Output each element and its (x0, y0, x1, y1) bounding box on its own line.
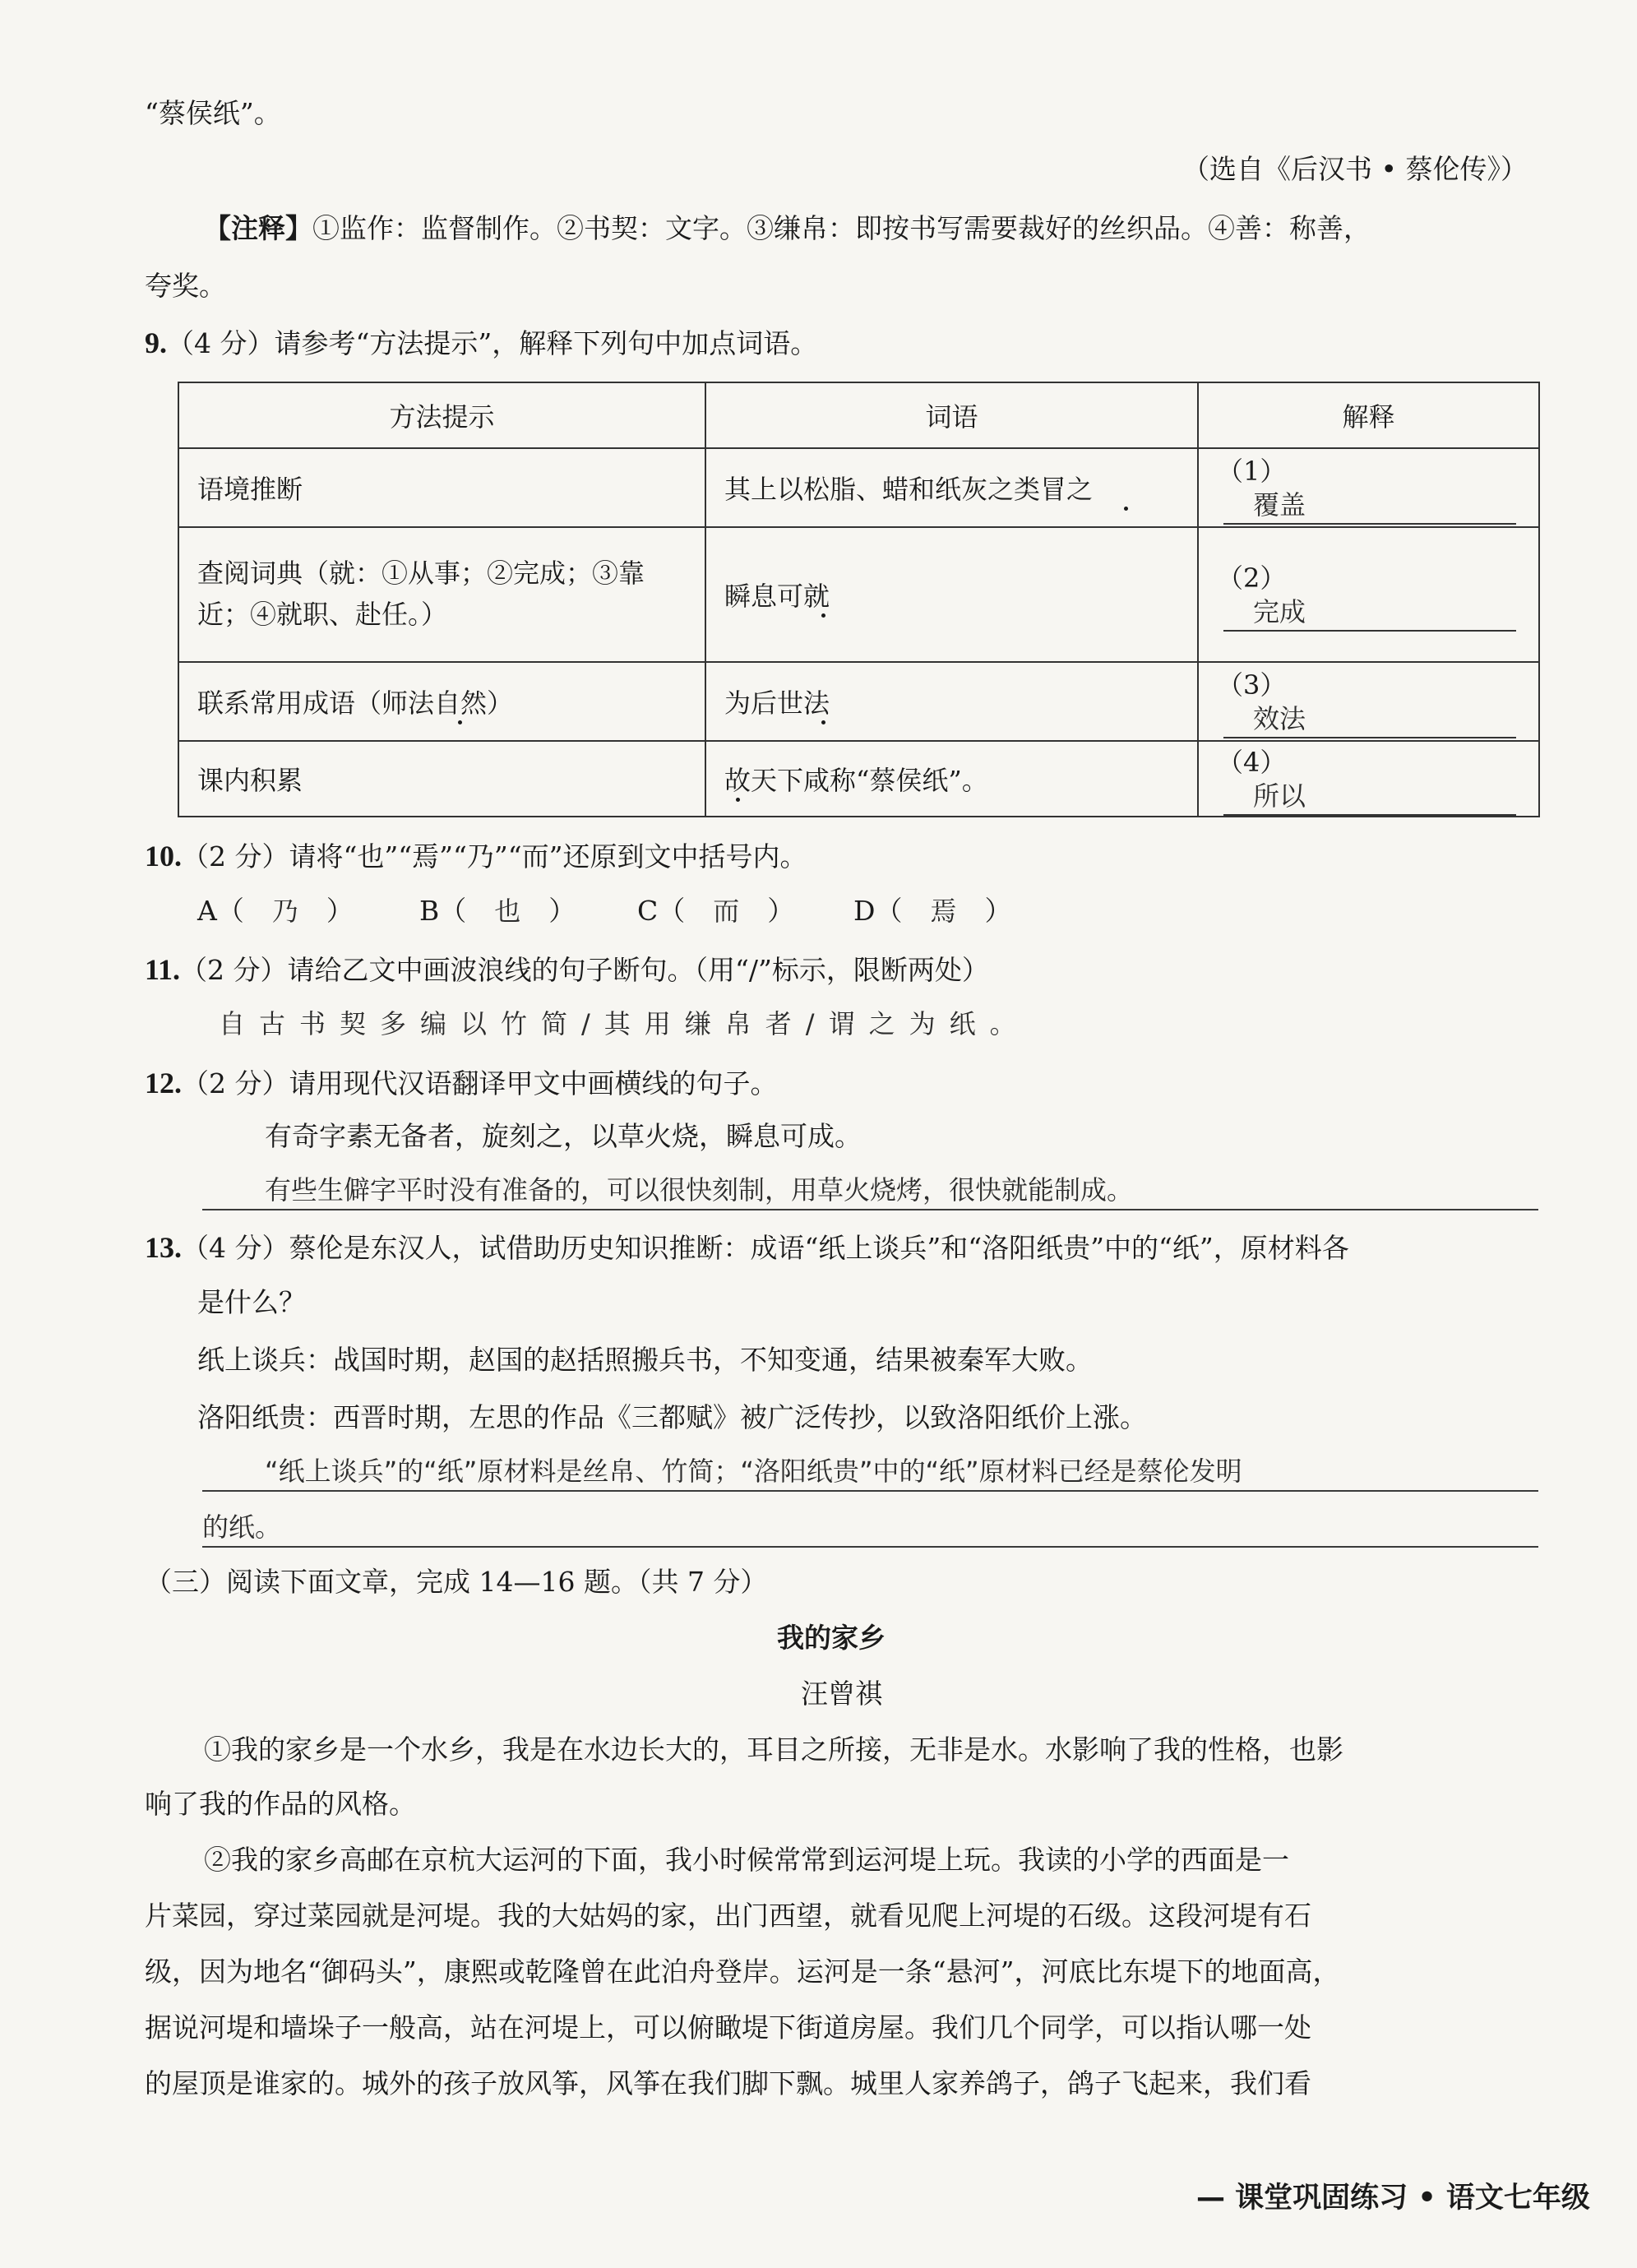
question-11 (145, 952, 989, 988)
explanation-index: （1） (1217, 456, 1287, 488)
explanation-answer: 所以 (1223, 780, 1516, 816)
page-footer: — 课堂巩固练习 • 语文七年级 (1196, 2182, 1590, 2215)
phrase-cell (705, 448, 1198, 527)
q13-info-2: 洛阳纸贵：西晋时期，左思的作品《三都赋》被广泛传抄，以致洛阳纸价上涨。 (197, 1401, 1147, 1433)
option-label: C（ (637, 895, 686, 927)
q12-answer: 有些生僻字平时没有准备的，可以很快刻制，用草火烧烤，很快就能制成。 (265, 1174, 1134, 1206)
option-close: ） (326, 895, 354, 927)
paragraph-2-line-1: ②我的家乡高邮在京杭大运河的下面，我小时候常常到运河堤上玩。我读的小学的西面是一 (204, 1844, 1289, 1876)
answer-line (202, 1546, 1538, 1548)
phrase-text: 为后世法 (724, 687, 830, 719)
article-title: 我的家乡 (777, 1622, 886, 1654)
explanation-cell (1198, 662, 1539, 741)
method-cell: 课内积累 (178, 741, 705, 817)
question-12-text: （2 分）请用现代汉语翻译甲文中画横线的句子。 (182, 1067, 778, 1099)
question-11-text: （2 分）请给乙文中画波浪线的句子断句。（用“/”标示，限断两处） (180, 954, 989, 986)
question-10-number: 10. (145, 840, 182, 872)
article-author: 汪曾祺 (801, 1678, 882, 1710)
option-answer: 乃 (271, 896, 298, 927)
phrase-cell (705, 741, 1198, 817)
explanation-answer: 效法 (1223, 702, 1516, 738)
option-label: B（ (419, 895, 467, 927)
emphasis-dot (458, 720, 462, 724)
paragraph-2-line-5: 的屋顶是谁家的。城外的孩子放风筝，风筝在我们脚下飘。城里人家养鸽子，鸽子飞起来，我们看 (145, 2067, 1311, 2099)
phrase-text: 瞬息可就 (724, 581, 830, 612)
table-row (178, 527, 1539, 662)
explanation-cell (1198, 741, 1539, 817)
notes-text-1: ①监作：监督制作。②书契：文字。③缣帛：即按书写需要裁好的丝织品。④善：称善， (312, 212, 1371, 244)
q13-answer-1: “纸上谈兵”的“纸”原材料是丝帛、竹简；“洛阳纸贵”中的“纸”原材料已经是蔡伦发明 (265, 1456, 1242, 1487)
paragraph-2-line-3: 级，因为地名“御码头”，康熙或乾隆曾在此泊舟登岸。运河是一条“悬河”，河底比东堤下的地面高， (145, 1956, 1340, 1988)
option-label: D（ (853, 895, 903, 927)
q11-sentence: 自古书契多编以竹简/其用缣帛者/谓之为纸。 (219, 1008, 1030, 1039)
question-9-number: 9. (145, 326, 167, 359)
method-cell (178, 662, 705, 741)
header-phrase: 词语 (705, 382, 1198, 448)
emphasis-dot (821, 720, 825, 724)
method-cell: 语境推断 (178, 448, 705, 527)
header-explanation: 解释 (1198, 382, 1539, 448)
phrase-text: 故天下咸称“蔡侯纸”。 (724, 765, 988, 796)
table-header-row (178, 382, 1539, 448)
notes-line-1 (204, 212, 1371, 245)
emphasis-dot (1124, 507, 1128, 511)
question-12 (145, 1066, 778, 1101)
question-13 (145, 1230, 1349, 1266)
option-a (197, 895, 354, 928)
method-text: 查阅词典（就：①从事；②完成；③靠 (197, 558, 645, 590)
notes-label: 【注释】 (204, 212, 312, 244)
question-9 (145, 326, 817, 361)
header-method: 方法提示 (178, 382, 705, 448)
option-answer: 而 (713, 896, 740, 927)
question-9-text: （4 分）请参考“方法提示”，解释下列句中加点词语。 (167, 327, 818, 359)
question-11-number: 11. (145, 953, 181, 986)
method-text: 联系常用成语（师法自然） (197, 687, 514, 719)
option-label: A（ (197, 895, 244, 927)
paragraph-2-line-2: 片菜园，穿过菜园就是河堤。我的大姑妈的家，出门西望，就看见爬上河堤的石级。这段河堤有石 (145, 1900, 1311, 1932)
q12-original: 有奇字素无备者，旋刻之，以草火烧，瞬息可成。 (265, 1120, 862, 1152)
explanation-cell (1198, 448, 1539, 527)
phrase-cell (705, 527, 1198, 662)
method-text-2: 近；④就职、赴任。） (197, 599, 448, 630)
phrase-cell (705, 662, 1198, 741)
question-10 (145, 839, 807, 874)
paragraph-2-line-4: 据说河堤和墙垛子一般高，站在河堤上，可以俯瞰堤下街道房屋。我们几个同学，可以指认哪一处 (145, 2011, 1311, 2044)
question-10-text: （2 分）请将“也”“焉”“乃”“而”还原到文中括号内。 (182, 840, 807, 872)
table-row (178, 662, 1539, 741)
q13-info-1: 纸上谈兵：战国时期，赵国的赵括照搬兵书，不知变通，结果被秦军大败。 (197, 1344, 1093, 1376)
option-answer: 也 (494, 896, 521, 927)
answer-line (202, 1490, 1538, 1492)
option-c (637, 895, 794, 928)
table-row (178, 741, 1539, 817)
option-close: ） (767, 895, 795, 927)
option-d (853, 895, 1011, 928)
source-citation: （选自《后汉书 • 蔡伦传》） (1182, 153, 1528, 185)
paragraph-1-line-2: 响了我的作品的风格。 (145, 1788, 416, 1820)
explanation-cell (1198, 527, 1539, 662)
emphasis-dot (821, 613, 825, 618)
top-continuation: “蔡侯纸”。 (145, 97, 281, 129)
question-13-number: 13. (145, 1231, 182, 1264)
table-row (178, 448, 1539, 527)
phrase-text: 其上以松脂、蜡和纸灰之类冒之 (724, 474, 1094, 505)
option-close: ） (548, 895, 576, 927)
method-table (178, 382, 1540, 817)
explanation-index: （2） (1217, 562, 1287, 595)
method-cell (178, 527, 705, 662)
q13-answer-2: 的纸。 (202, 1511, 282, 1543)
paragraph-1-line-1: ①我的家乡是一个水乡，我是在水边长大的，耳目之所接，无非是水。水影响了我的性格，也影 (204, 1733, 1343, 1766)
notes-line-2: 夸奖。 (145, 270, 226, 302)
option-b (419, 895, 576, 928)
emphasis-dot (736, 798, 740, 802)
question-13-text: （4 分）蔡伦是东汉人，试借助历史知识推断：成语“纸上谈兵”和“洛阳纸贵”中的“纸”，原材料各 (182, 1232, 1349, 1264)
section-3-heading: （三）阅读下面文章，完成 14—16 题。（共 7 分） (145, 1566, 768, 1598)
question-13-text-2: 是什么？ (197, 1286, 306, 1318)
explanation-index: （4） (1217, 747, 1287, 779)
explanation-index: （3） (1217, 669, 1287, 701)
answer-line (202, 1209, 1538, 1210)
explanation-answer: 完成 (1223, 595, 1516, 632)
explanation-answer: 覆盖 (1223, 488, 1516, 525)
question-12-number: 12. (145, 1067, 182, 1099)
option-close: ） (984, 895, 1012, 927)
option-answer: 焉 (930, 896, 957, 927)
